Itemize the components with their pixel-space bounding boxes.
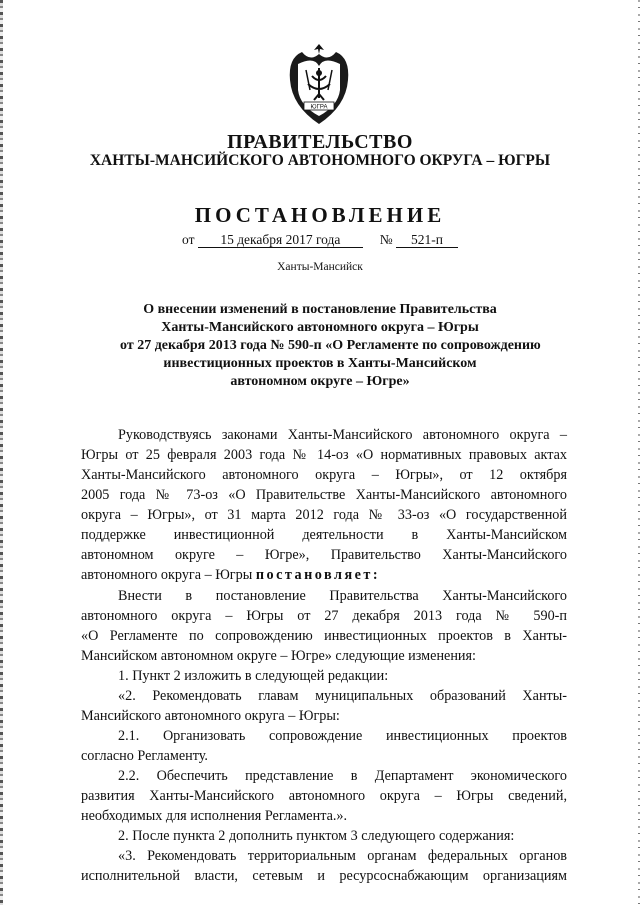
- text-line: автономного округа – Югры от 27 декабря 2013 года № 590-п: [81, 608, 567, 624]
- text-line: Внести в постановление Правительства Ханты-Мансийского: [118, 588, 567, 604]
- heading-line: Ханты-Мансийского автономного округа – Югры: [161, 320, 479, 335]
- text-line: округа – Югры», от 31 марта 2012 года № 33-оз «О государственной: [81, 507, 567, 523]
- text-line: развития Ханты-Мансийского автономного округа – Югры сведений,: [81, 788, 567, 804]
- text-line: Ханты-Мансийского автономного округа – Югры», от 12 октября: [81, 467, 567, 483]
- resolution-body: [81, 586, 567, 886]
- text-line: Руководствуясь законами Ханты-Мансийского автономного округа –: [118, 427, 567, 443]
- text-line: 2. После пункта 2 дополнить пунктом 3 следующего содержания:: [118, 828, 515, 844]
- text-line: 2.1. Организовать сопровождение инвестиционных проектов: [118, 728, 567, 744]
- region-title: ХАНТЫ-МАНСИЙСКОГО АВТОНОМНОГО ОКРУГА – ЮГРЫ: [89, 152, 551, 169]
- heading-line: О внесении изменений в постановление Правительства: [143, 302, 497, 317]
- text-line: автономном округе – Югре», Правительство Ханты-Мансийского: [81, 547, 567, 563]
- text-line: «2. Рекомендовать главам муниципальных образований Ханты-: [118, 688, 567, 704]
- document-type: ПОСТАНОВЛЕНИЕ: [194, 203, 446, 227]
- text-line: 1. Пункт 2 изложить в следующей редакции:: [118, 668, 389, 684]
- text-line: 2.2. Обеспечить представление в Департамент экономического: [118, 768, 567, 784]
- text-line: Югры от 25 февраля 2003 года № 14-оз «О нормативных правовых актах: [81, 447, 567, 463]
- text-line: Мансийского автономного округа – Югры:: [81, 708, 340, 724]
- text-line: согласно Регламенту.: [81, 748, 208, 764]
- date-prefix: от: [182, 232, 195, 247]
- document-heading: [120, 301, 541, 391]
- government-title: ПРАВИТЕЛЬСТВО: [227, 131, 413, 153]
- text-line: «О Регламенте по сопровождению инвестиционных проектов в Ханты-: [81, 628, 567, 644]
- number-prefix: №: [379, 232, 393, 247]
- date-number-line: [0, 232, 640, 248]
- text-line: [81, 565, 567, 585]
- text-line: поддержке инвестиционной деятельности в Ханты-Мансийском: [81, 527, 567, 543]
- heading-line: от 27 декабря 2013 года № 590-п «О Регламенте по сопровождению: [120, 338, 541, 353]
- svg-text:ЮГРА: ЮГРА: [310, 104, 328, 111]
- text-line: «3. Рекомендовать территориальным органам федеральных органов: [118, 848, 567, 864]
- document-number: 521-п: [396, 233, 458, 248]
- city: Ханты-Мансийск: [277, 261, 363, 273]
- coat-of-arms-emblem: [284, 40, 354, 128]
- preamble-paragraph: [81, 425, 567, 585]
- preamble-end: автономного округа – Югры: [81, 567, 253, 583]
- decree-word: постановляет:: [255, 567, 381, 583]
- document-date: 15 декабря 2017 года: [198, 233, 363, 248]
- heading-line: автономном округе – Югре»: [230, 374, 410, 389]
- text-line: исполнительной власти, сетевым и ресурсоснабжающим организациям: [81, 868, 567, 884]
- heading-line: инвестиционных проектов в Ханты-Мансийском: [163, 356, 477, 371]
- text-line: Мансийском автономном округе – Югре» следующие изменения:: [81, 648, 476, 664]
- text-line: необходимых для исполнения Регламента.».: [81, 808, 348, 824]
- text-line: 2005 года № 73-оз «О Правительстве Ханты-Мансийского автономного: [81, 487, 567, 503]
